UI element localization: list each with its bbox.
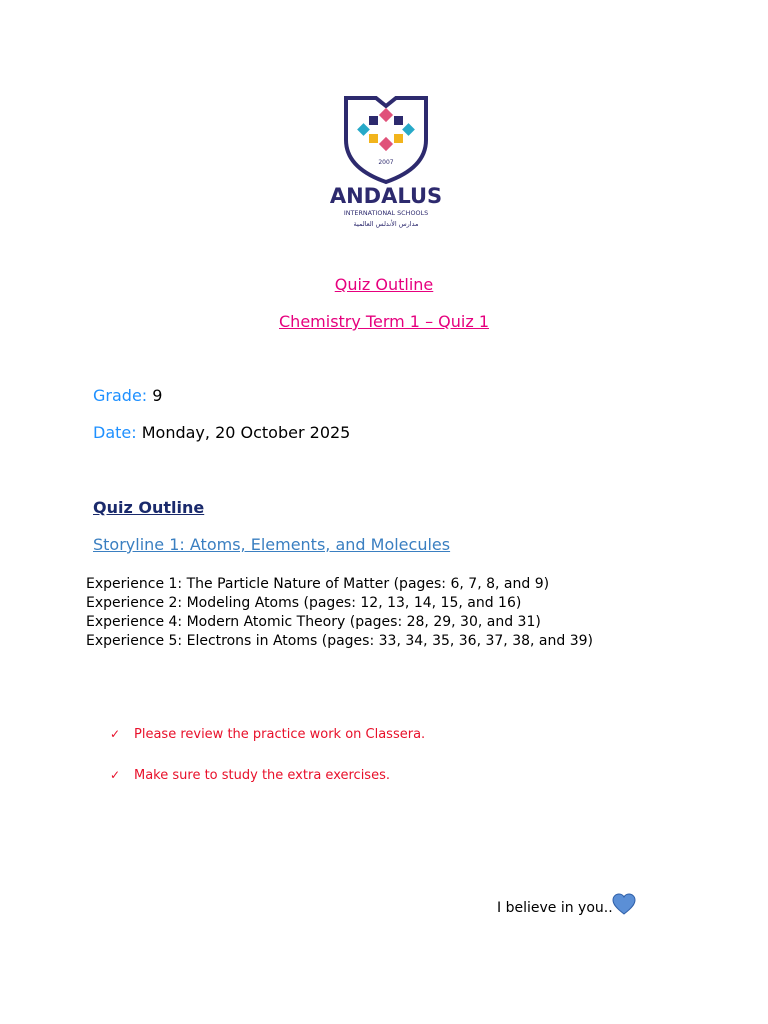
grade-label: Grade: bbox=[93, 386, 148, 405]
note-item bbox=[110, 768, 425, 809]
grade-field bbox=[93, 386, 162, 405]
date-value: Monday, 20 October 2025 bbox=[141, 423, 351, 442]
list-item: Experience 5: Electrons in Atoms (pages: 33, 34, 35, 36, 37, 38, and 39) bbox=[86, 633, 593, 649]
check-icon: ✓ bbox=[110, 727, 121, 741]
note-text: Make sure to study the extra exercises. bbox=[134, 768, 390, 783]
list-item: Experience 2: Modeling Atoms (pages: 12, 13, 14, 15, and 16) bbox=[86, 595, 522, 611]
logo-year: 2007 bbox=[378, 159, 394, 166]
notes-list bbox=[110, 727, 425, 809]
page-subtitle: Chemistry Term 1 – Quiz 1 bbox=[279, 312, 489, 331]
outline-heading: Quiz Outline bbox=[93, 498, 205, 517]
signoff-text: I believe in you.. bbox=[497, 900, 613, 916]
grade-value: 9 bbox=[152, 386, 163, 405]
experience-list bbox=[86, 575, 593, 651]
logo-brand: ANDALUS bbox=[329, 184, 443, 208]
logo-subtitle: INTERNATIONAL SCHOOLS bbox=[343, 209, 429, 217]
logo-arabic: مدارس الأندلس العالمية bbox=[353, 220, 419, 228]
note-item bbox=[110, 727, 425, 768]
note-text: Please review the practice work on Classera. bbox=[134, 727, 426, 742]
list-item: Experience 1: The Particle Nature of Matter (pages: 6, 7, 8, and 9) bbox=[86, 576, 550, 592]
school-logo bbox=[326, 92, 446, 232]
date-field bbox=[93, 423, 350, 442]
check-icon: ✓ bbox=[110, 768, 121, 782]
heart-icon bbox=[612, 893, 636, 915]
page-title: Quiz Outline bbox=[334, 275, 434, 294]
date-label: Date: bbox=[93, 423, 137, 442]
storyline-heading: Storyline 1: Atoms, Elements, and Molecules bbox=[93, 535, 451, 554]
list-item: Experience 4: Modern Atomic Theory (pages: 28, 29, 30, and 31) bbox=[86, 614, 541, 630]
